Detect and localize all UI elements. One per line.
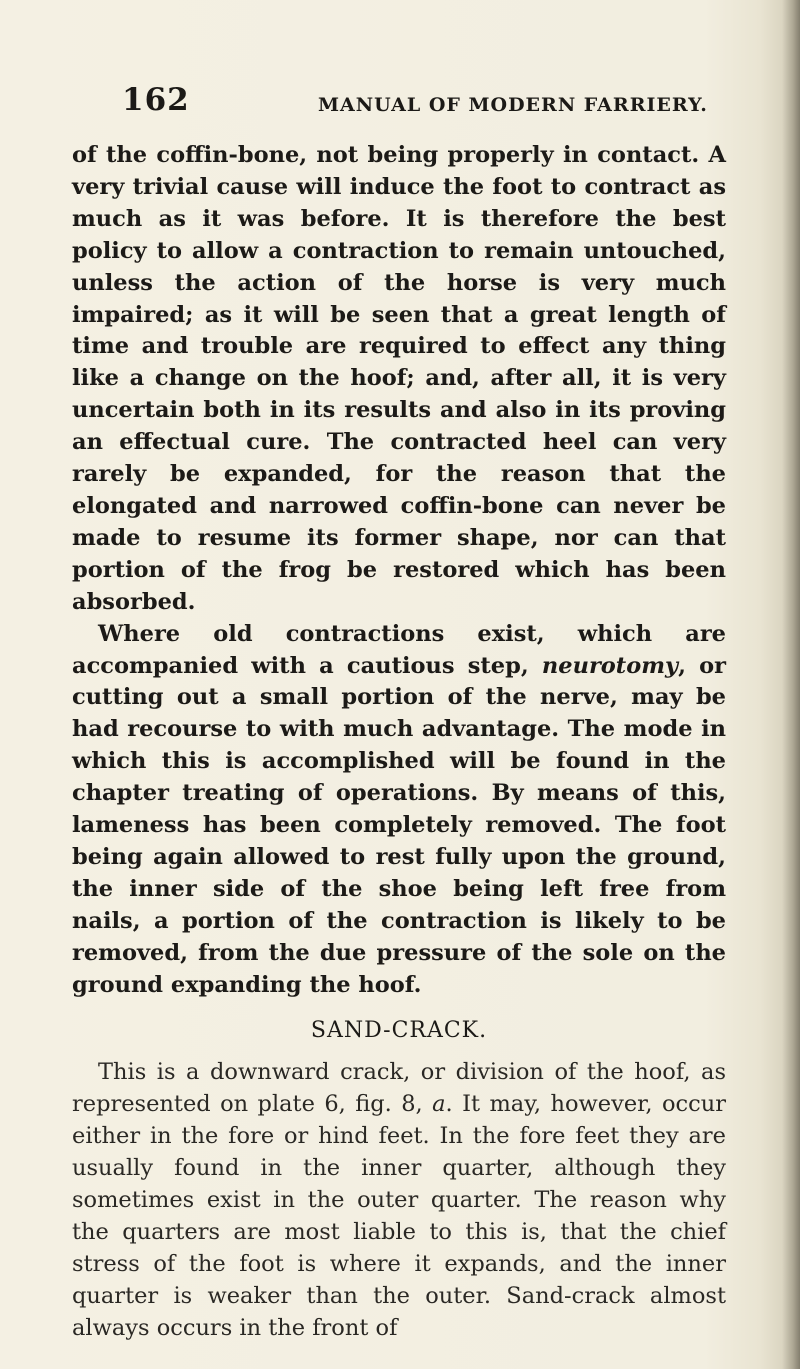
page-header [122, 82, 724, 122]
paragraph-2-part-2: , or cutting out a small portion of the nerve, may be had recourse to with much advantage. The mode in which this is accomplished will be found in the chapter treating of operations. By means of this, lameness has been completely removed. The foot being again allowed to rest fully upon the ground, the inner side of the shoe being left free from nails, a portion of the contraction is likely to be removed, from the due pressure of the sole on the ground expanding the hoof. [72, 652, 726, 998]
paragraph-1: of the coffin-bone, not being properly in contact. A very trivial cause will induce the foot to contract as much as it was before. It is therefore the best policy to allow a contraction to remain untouched, unless the action of the horse is very much impaired; as it will be seen that a great length of time and trouble are required to effect any thing like a change on the hoof; and, after all, it is very uncertain both in its results and also in its proving an effectual cure. The contracted heel can very rarely be expanded, for the reason that the elongated and narrowed coffin-bone can never be made to resume its former shape, nor can that portion of the frog be restored which has been absorbed. [72, 142, 726, 615]
paragraph-2 [72, 619, 726, 1002]
body-text [72, 140, 726, 1345]
paragraph-3 [72, 1057, 726, 1344]
paragraph-3-part-1: This is a downward crack, or division of the hoof, as represented on plate 6, fig. 8, [72, 1059, 726, 1118]
running-title: MANUAL OF MODERN FARRIERY. [318, 94, 708, 116]
paragraph-3-italic: a [432, 1091, 446, 1118]
section-heading: SAND-CRACK. [310, 1018, 488, 1044]
page-number: 162 [122, 82, 190, 118]
paragraph-2-part-1: Where old contractions exist, which are accompanied with a cautious step, [72, 620, 726, 679]
paragraph-3-part-2: . It may, however, occur either in the fore or hind feet. In the fore feet they are usually found in the inner quarter, although they sometimes exist in the outer quarter. The reason why the quarters are most liable to this is, that the chief stress of the foot is where it expands, and the inner quarter is weaker than the outer. Sand-crack almost always occurs in the front of [72, 1091, 726, 1341]
page-edge-shadow [782, 0, 800, 1369]
paragraph-2-italic: neurotomy [541, 652, 679, 679]
